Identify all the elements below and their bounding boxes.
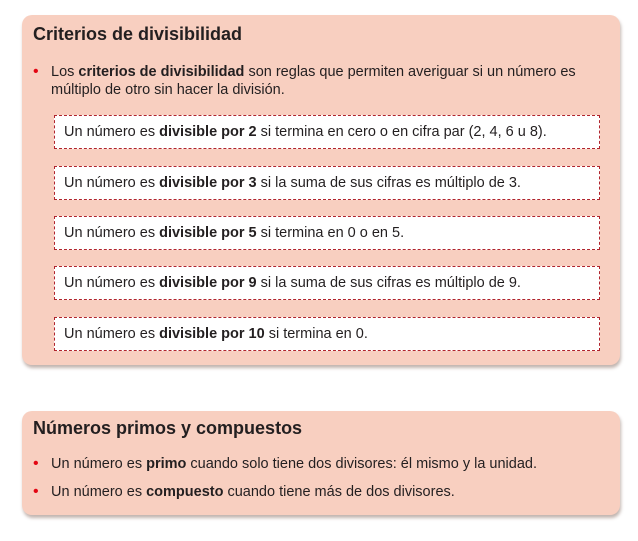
bullet-icon: • xyxy=(33,455,39,472)
rule-text-pre: Un número es xyxy=(64,326,160,342)
rule-text-pre: Un número es xyxy=(64,124,160,140)
prime-text-bold: primo xyxy=(146,456,187,472)
intro-text-post: son reglas que permiten averiguar si un número es múltiplo de otro sin hacer la división. xyxy=(51,64,576,98)
intro-text-bold: criterios de divisibilidad xyxy=(78,64,245,80)
rule-text-bold: divisible por 10 xyxy=(159,326,265,342)
divisibility-criteria-card xyxy=(22,15,620,365)
rule-divisible-by-10 xyxy=(54,317,600,351)
rule-divisible-by-3 xyxy=(54,166,600,200)
composite-text-pre: Un número es xyxy=(51,484,147,500)
rule-text-bold: divisible por 2 xyxy=(159,124,257,140)
rule-text-pre: Un número es xyxy=(64,275,160,291)
prime-text-pre: Un número es xyxy=(51,456,147,472)
prime-composite-card xyxy=(22,411,620,515)
rule-text-post: si termina en 0 o en 5. xyxy=(256,225,405,241)
divisibility-criteria-title: Criterios de divisibilidad xyxy=(33,24,243,44)
intro-text-pre: Los xyxy=(51,64,79,80)
rule-text-bold: divisible por 5 xyxy=(159,225,257,241)
rule-text-post: si la suma de sus cifras es múltiplo de 3. xyxy=(256,175,521,191)
rule-divisible-by-5 xyxy=(54,216,600,250)
rule-text-pre: Un número es xyxy=(64,175,160,191)
rule-text-post: si termina en cero o en cifra par (2, 4, 6 u 8). xyxy=(256,124,547,140)
composite-text-bold: compuesto xyxy=(146,484,224,500)
bullet-icon: • xyxy=(33,63,39,80)
prime-definition-bullet xyxy=(33,455,604,473)
rule-text-post: si termina en 0. xyxy=(264,326,368,342)
rule-text-bold: divisible por 3 xyxy=(159,175,257,191)
composite-definition-text xyxy=(33,483,604,501)
composite-text-post: cuando tiene más de dos divisores. xyxy=(223,484,455,500)
rule-text-pre: Un número es xyxy=(64,225,160,241)
bullet-icon: • xyxy=(33,483,39,500)
divisibility-intro-text xyxy=(33,63,604,99)
divisibility-intro-bullet xyxy=(33,63,604,99)
prime-definition-text xyxy=(33,455,604,473)
prime-composite-title: Números primos y compuestos xyxy=(33,418,303,438)
rule-text-post: si la suma de sus cifras es múltiplo de 9. xyxy=(256,275,521,291)
rule-text-bold: divisible por 9 xyxy=(159,275,257,291)
prime-text-post: cuando solo tiene dos divisores: él mismo y la unidad. xyxy=(186,456,537,472)
rule-divisible-by-9 xyxy=(54,266,600,300)
composite-definition-bullet xyxy=(33,483,604,501)
rule-divisible-by-2 xyxy=(54,115,600,149)
